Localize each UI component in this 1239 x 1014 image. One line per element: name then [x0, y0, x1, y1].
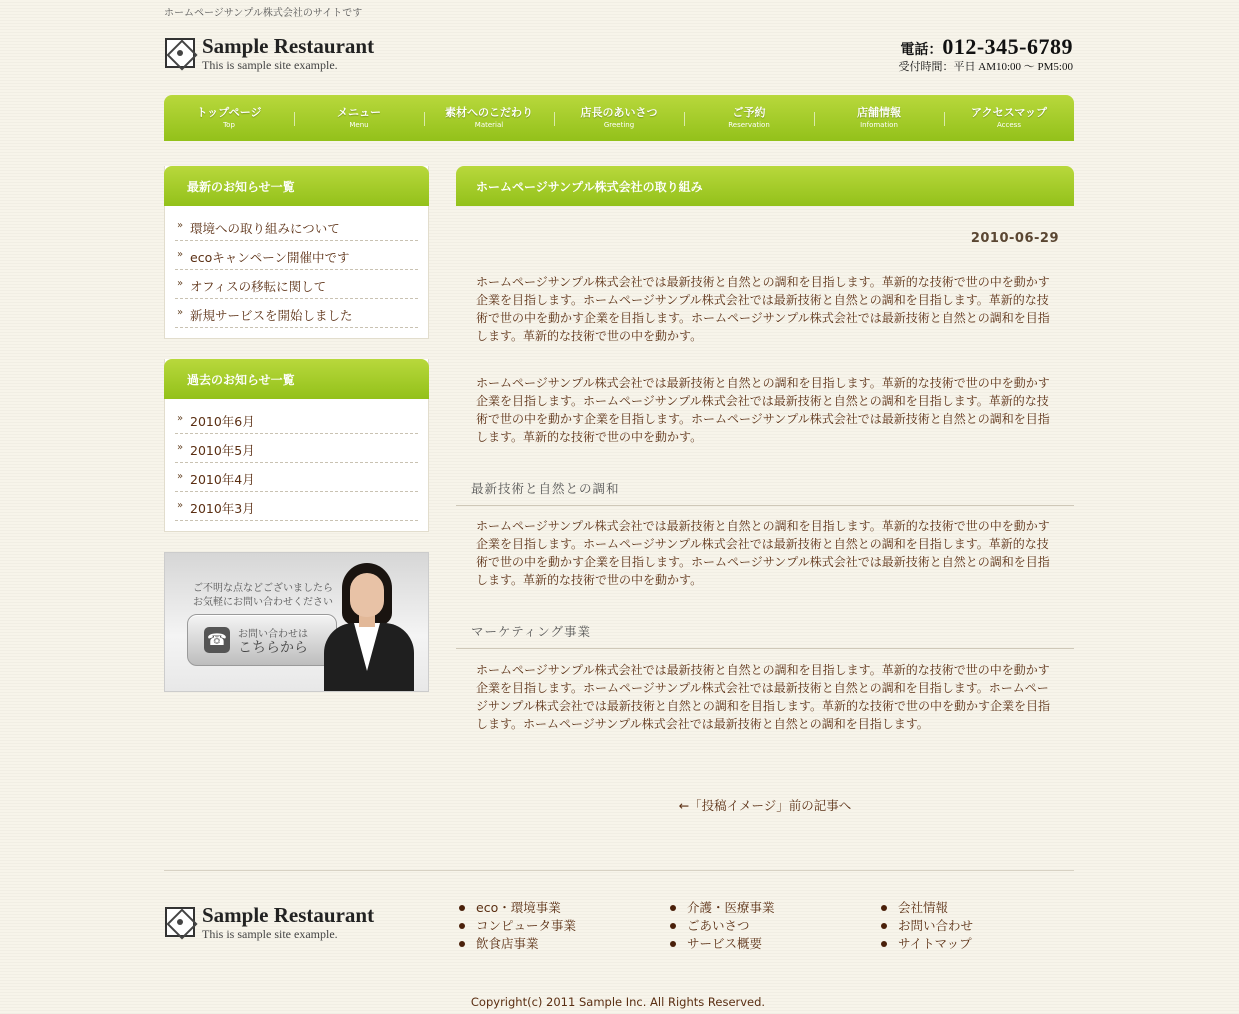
- nav-label-en: Reservation: [728, 120, 770, 129]
- footer-links-col2: [670, 899, 870, 953]
- footer-link[interactable]: 飲食店事業: [459, 935, 659, 953]
- contact-button[interactable]: [187, 614, 337, 666]
- footer-links-col3: [881, 899, 1081, 953]
- footer-logo[interactable]: [164, 905, 389, 945]
- nav-label-jp: 店舗情報: [857, 106, 901, 119]
- nav-label-jp: 素材へのこだわり: [445, 106, 533, 119]
- previous-post-link[interactable]: ←「投稿イメージ」前の記事へ: [678, 798, 852, 813]
- nav-label-en: Material: [474, 120, 504, 129]
- footer-link[interactable]: サイトマップ: [881, 935, 1081, 953]
- latest-news-title: 最新のお知らせ一覧: [164, 166, 429, 206]
- footer-link[interactable]: お問い合わせ: [881, 917, 1081, 935]
- phone-info: [899, 34, 1074, 74]
- footer-divider: [164, 870, 1074, 871]
- nav-item-top[interactable]: [164, 95, 294, 141]
- latest-news-item[interactable]: » オフィスの移転に関して: [175, 270, 418, 299]
- latest-news-item[interactable]: » 環境への取り組みについて: [175, 212, 418, 241]
- nav-item-greeting[interactable]: [554, 95, 684, 141]
- nav-label-en: Access: [997, 120, 1021, 129]
- footer-link[interactable]: コンピュータ事業: [459, 917, 659, 935]
- past-news-title: 過去のお知らせ一覧: [164, 359, 429, 399]
- copyright: Copyright(c) 2011 Sample Inc. All Rights Reserved.: [470, 995, 766, 1009]
- nav-label-jp: トップページ: [196, 106, 262, 119]
- footer-link[interactable]: 介護・医療事業: [670, 899, 870, 917]
- logo-subtitle: This is sample site example.: [202, 927, 338, 941]
- logo-title: Sample Restaurant: [202, 903, 375, 927]
- logo-subtitle: This is sample site example.: [202, 58, 338, 72]
- footer-link[interactable]: サービス概要: [670, 935, 870, 953]
- logo-emblem-icon: [165, 38, 195, 68]
- contact-button-label: こちらから: [238, 640, 308, 656]
- latest-news-item[interactable]: » ecoキャンペーン開催中です: [175, 241, 418, 270]
- phone-hours: 受付時間：平日 AM10:00 〜 PM5:00: [898, 61, 1073, 73]
- nav-label-jp: 店長のあいさつ: [580, 106, 658, 119]
- contact-note: [193, 582, 333, 610]
- logo-emblem-icon: [165, 907, 195, 937]
- phone-number: 012-345-6789: [942, 34, 1073, 59]
- nav-item-material[interactable]: [424, 95, 554, 141]
- past-news-list: [165, 399, 428, 529]
- footer-link[interactable]: 会社情報: [881, 899, 1081, 917]
- archive-month-item[interactable]: » 2010年6月: [175, 405, 418, 434]
- nav-label-en: Top: [223, 120, 235, 129]
- section-heading: マーケティング事業: [456, 622, 1074, 649]
- nav-item-access[interactable]: [944, 95, 1074, 141]
- past-news-box: [164, 359, 429, 532]
- body-paragraph: ホームページサンプル株式会社では最新技術と自然との調和を目指します。革新的な技術で世の中を動かす企業を目指します。ホームページサンプル株式会社では最新技術と自然との調和を目指します。革新的な技術で世の中を動かす企業を目指します。ホームページサンプル株式会社では最新技術と自然との調和を目指します。革新的な技術で世の中を動かす。: [476, 376, 1050, 444]
- nav-label-en: Greeting: [603, 120, 635, 129]
- page-title: ホームページサンプル株式会社の取り組み: [456, 166, 1074, 206]
- body-paragraph: ホームページサンプル株式会社では最新技術と自然との調和を目指します。革新的な技術で世の中を動かす企業を目指します。ホームページサンプル株式会社では最新技術と自然との調和を目指します。革新的な技術で世の中を動かす企業を目指します。ホームページサンプル株式会社では最新技術と自然との調和を目指します。革新的な技術で世の中を動かす。: [476, 519, 1050, 587]
- body-paragraph: ホームページサンプル株式会社では最新技術と自然との調和を目指します。革新的な技術で世の中を動かす企業を目指します。ホームページサンプル株式会社では最新技術と自然との調和を目指します。ホームページサンプル株式会社では最新技術と自然との調和を目指します。革新的な技術で世の中を動かす企業を目指します。ホームページサンプル株式会社では最新技術と自然との調和を目指します。: [476, 663, 1050, 731]
- contact-button-small-label: お問い合わせは: [238, 629, 308, 640]
- latest-news-item[interactable]: » 新規サービスを開始しました: [175, 299, 418, 328]
- footer-link[interactable]: eco・環境事業: [459, 899, 659, 917]
- site-tagline: ホームページサンプル株式会社のサイトです: [164, 8, 363, 19]
- nav-item-reservation[interactable]: [684, 95, 814, 141]
- global-nav: [164, 95, 1074, 141]
- archive-month-item[interactable]: » 2010年4月: [175, 463, 418, 492]
- body-paragraph: ホームページサンプル株式会社では最新技術と自然との調和を目指します。革新的な技術で世の中を動かす企業を目指します。ホームページサンプル株式会社では最新技術と自然との調和を目指します。革新的な技術で世の中を動かす企業を目指します。ホームページサンプル株式会社では最新技術と自然との調和を目指します。革新的な技術で世の中を動かす。: [476, 275, 1050, 343]
- post-date: 2010-06-29: [970, 231, 1059, 246]
- nav-label-jp: ご予約: [732, 106, 766, 119]
- contact-note-line: お気軽にお問い合わせください: [193, 597, 333, 608]
- archive-month-item[interactable]: » 2010年3月: [175, 492, 418, 521]
- section-heading: 最新技術と自然との調和: [456, 479, 1074, 506]
- footer-link[interactable]: ごあいさつ: [670, 917, 870, 935]
- latest-news-box: [164, 166, 429, 339]
- contact-banner[interactable]: [164, 552, 429, 692]
- logo-title: Sample Restaurant: [202, 34, 375, 58]
- nav-label-en: Infomation: [860, 120, 898, 129]
- nav-label-jp: アクセスマップ: [970, 106, 1047, 119]
- phone-icon: ☎: [204, 627, 230, 653]
- nav-label-jp: メニュー: [337, 106, 381, 119]
- site-logo[interactable]: [164, 36, 389, 76]
- nav-item-menu[interactable]: [294, 95, 424, 141]
- nav-label-en: Menu: [349, 120, 369, 129]
- nav-item-information[interactable]: [814, 95, 944, 141]
- staff-photo: [320, 561, 429, 692]
- archive-month-item[interactable]: » 2010年5月: [175, 434, 418, 463]
- contact-note-line: ご不明な点などございましたら: [193, 583, 333, 594]
- latest-news-list: [165, 206, 428, 336]
- phone-label: 電話：: [900, 43, 943, 58]
- footer-links-col1: [459, 899, 659, 953]
